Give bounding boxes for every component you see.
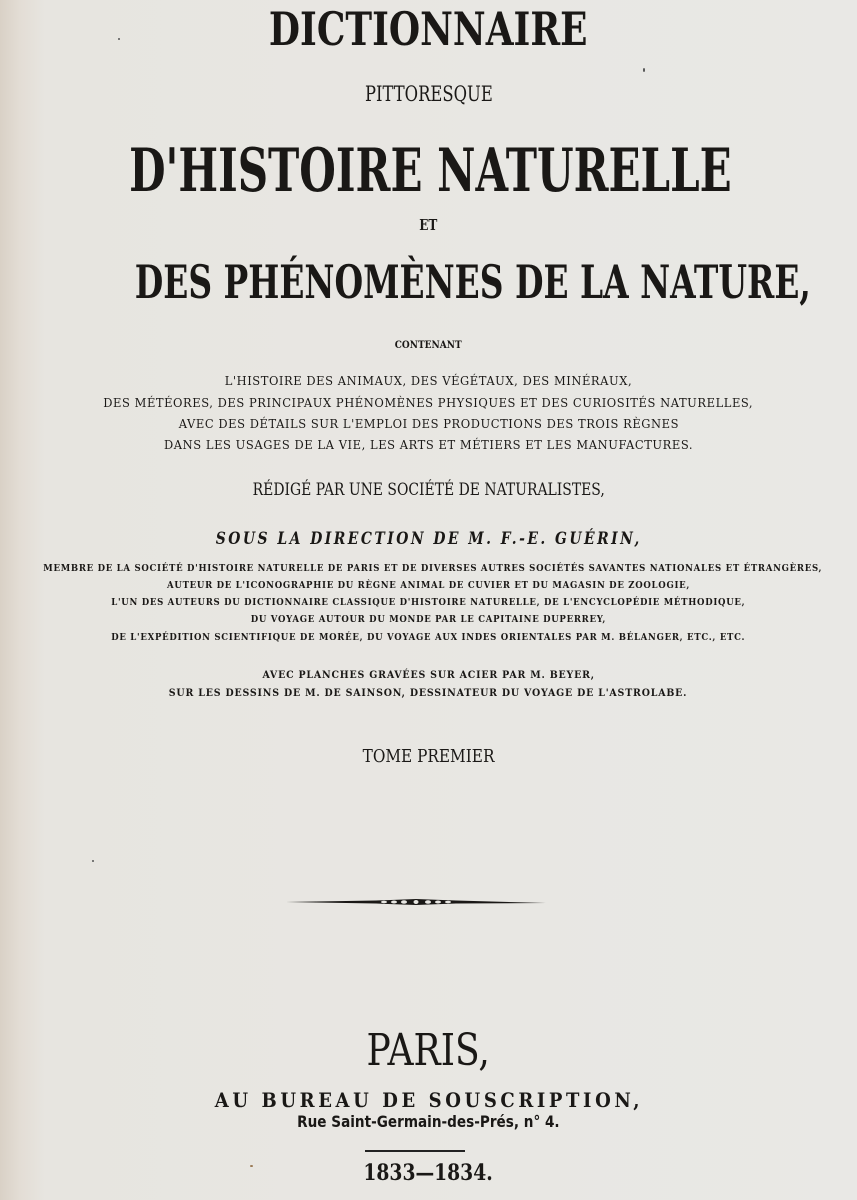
description-line xyxy=(0,373,857,388)
description-text: DES MÉTÉORES, DES PRINCIPAUX PHÉNOMÈNES PHYSIQUES ET DES CURIOSITÉS NATURELLES, xyxy=(103,395,754,410)
title-phenomenes xyxy=(0,255,857,309)
paper-speck xyxy=(118,38,120,40)
description-line xyxy=(0,437,857,452)
publisher-label xyxy=(0,1088,857,1112)
publisher-text: AU BUREAU DE SOUSCRIPTION, xyxy=(214,1088,643,1112)
credential-text: AUTEUR DE L'ICONOGRAPHIE DU RÈGNE ANIMAL DE CUVIER ET DU MAGASIN DE ZOOLOGIE, xyxy=(166,580,691,591)
title-text: DES PHÉNOMÈNES DE LA NATURE, xyxy=(134,255,811,309)
description-text: L'HISTOIRE DES ANIMAUX, DES VÉGÉTAUX, DES MINÉRAUX, xyxy=(224,373,633,388)
credential-text: L'UN DES AUTEURS DU DICTIONNAIRE CLASSIQUE D'HISTOIRE NATURELLE, DE L'ENCYCLOPÉDIE MÉTHODIQUE, xyxy=(111,597,746,608)
volume-text: TOME PREMIER xyxy=(362,746,495,767)
description-text: AVEC DES DÉTAILS SUR L'EMPLOI DES PRODUCTIONS DES TROIS RÈGNES xyxy=(178,416,679,431)
plates-line xyxy=(0,669,857,681)
title-dictionnaire xyxy=(0,2,857,56)
credential-line xyxy=(0,614,857,625)
subtitle-text: PITTORESQUE xyxy=(364,82,493,106)
paper-speck xyxy=(92,860,94,862)
title-histoire-naturelle xyxy=(0,136,857,206)
credential-line xyxy=(0,580,857,591)
volume-label xyxy=(0,746,857,767)
title-text: D'HISTOIRE NATURELLE xyxy=(129,136,732,206)
dates-text: 1833—1834. xyxy=(363,1160,494,1186)
credential-text: DE L'EXPÉDITION SCIENTIFIQUE DE MORÉE, DU VOYAGE AUX INDES ORIENTALES PAR M. BÉLANGER, ETC., ETC. xyxy=(111,632,746,643)
title-pittoresque xyxy=(0,82,857,106)
divider-rule xyxy=(365,1150,465,1152)
city-label xyxy=(0,1025,857,1076)
city-text: PARIS, xyxy=(366,1025,491,1076)
credential-line xyxy=(0,563,857,574)
title-conjunction xyxy=(0,216,857,234)
contenant-text: CONTENANT xyxy=(395,340,462,351)
address-label xyxy=(0,1112,857,1131)
direction-line xyxy=(0,529,857,549)
plates-line xyxy=(0,687,857,699)
paper-speck xyxy=(643,68,645,72)
ornamental-rule-icon xyxy=(286,895,546,909)
description-line xyxy=(0,395,857,410)
title-text: DICTIONNAIRE xyxy=(269,2,588,56)
address-text: Rue Saint-Germain-des-Prés, n° 4. xyxy=(297,1112,560,1131)
description-text: DANS LES USAGES DE LA VIE, LES ARTS ET MÉTIERS ET LES MANUFACTURES. xyxy=(163,437,694,452)
credential-text: MEMBRE DE LA SOCIÉTÉ D'HISTOIRE NATURELLE DE PARIS ET DE DIVERSES AUTRES SOCIÉTÉS SAVANTES NATIONALES ET ÉTRANGÈRES, xyxy=(43,563,823,574)
credential-line xyxy=(0,632,857,643)
description-line xyxy=(0,416,857,431)
credential-line xyxy=(0,597,857,608)
dates-label xyxy=(0,1160,857,1186)
conjunction-text: ET xyxy=(419,216,438,234)
credential-text: DU VOYAGE AUTOUR DU MONDE PAR LE CAPITAINE DUPERREY, xyxy=(250,614,607,625)
paper-speck xyxy=(250,1165,253,1167)
redige-line xyxy=(0,480,857,500)
plates-text: SUR LES DESSINS DE M. DE SAINSON, DESSINATEUR DU VOYAGE DE L'ASTROLABE. xyxy=(169,687,688,699)
contenant-label xyxy=(0,340,857,351)
plates-text: AVEC PLANCHES GRAVÉES SUR ACIER PAR M. BEYER, xyxy=(262,669,595,681)
direction-text: SOUS LA DIRECTION DE M. F.-E. GUÉRIN, xyxy=(215,529,642,549)
redige-text: RÉDIGÉ PAR UNE SOCIÉTÉ DE NATURALISTES, xyxy=(252,480,605,500)
